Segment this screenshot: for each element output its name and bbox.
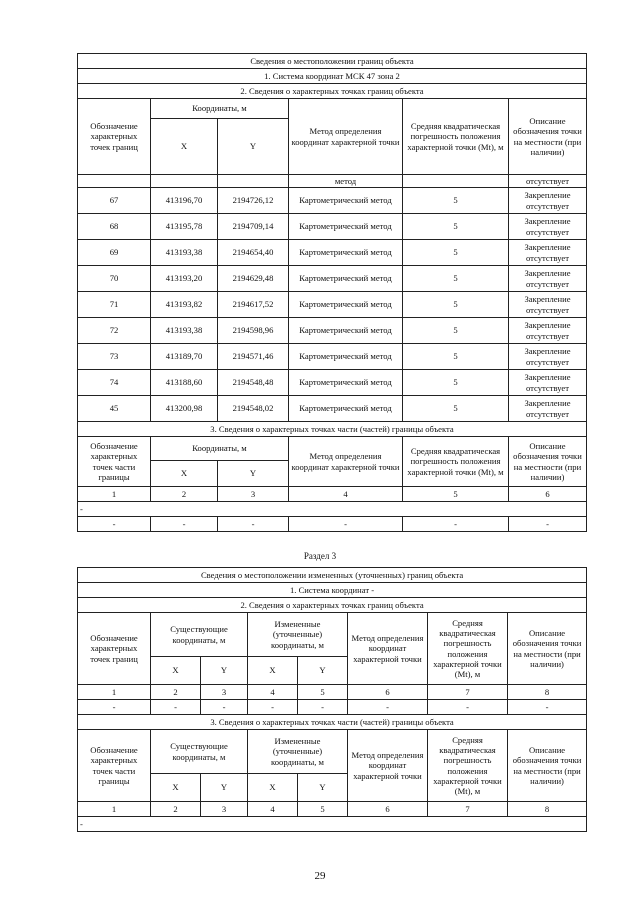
header-x: X bbox=[151, 774, 201, 802]
cell-method: Картометрический метод bbox=[289, 188, 403, 214]
header-y: Y bbox=[298, 657, 348, 685]
coordinate-system: 1. Система координат - bbox=[78, 583, 587, 598]
header-x: X bbox=[151, 119, 218, 175]
cell-description: Закрепление отсутствует bbox=[509, 396, 587, 422]
table-row bbox=[78, 292, 587, 318]
header-method: Метод определения координат характерной точки bbox=[289, 437, 403, 487]
header-coords: Координаты, м bbox=[151, 437, 289, 461]
column-number-row: 1 2 3 4 5 6 7 8 bbox=[78, 685, 587, 700]
table-row bbox=[78, 396, 587, 422]
boundary-location-table bbox=[77, 53, 587, 532]
section-heading: 2. Сведения о характерных точках границ объекта bbox=[78, 84, 587, 99]
cell-error: 5 bbox=[403, 240, 509, 266]
table-title: Сведения о местоположении границ объекта bbox=[78, 54, 587, 69]
cell-description: отсутствует bbox=[509, 175, 587, 188]
cell-description: Закрепление отсутствует bbox=[509, 344, 587, 370]
cell-point: 68 bbox=[78, 214, 151, 240]
cell-point: 74 bbox=[78, 370, 151, 396]
column-number-row: 1 2 3 4 5 6 bbox=[78, 487, 587, 502]
cell-description: Закрепление отсутствует bbox=[509, 292, 587, 318]
cell-error: 5 bbox=[403, 188, 509, 214]
cell-error: 5 bbox=[403, 344, 509, 370]
cell-error: 5 bbox=[403, 396, 509, 422]
cell-error: 5 bbox=[403, 292, 509, 318]
cell-y: 2194548,48 bbox=[218, 370, 289, 396]
section-heading: 3. Сведения о характерных точках части (частей) границы объекта bbox=[78, 715, 587, 730]
cell-error: 5 bbox=[403, 318, 509, 344]
cell-x: 413195,78 bbox=[151, 214, 218, 240]
cell-method: Картометрический метод bbox=[289, 370, 403, 396]
cell-x: 413189,70 bbox=[151, 344, 218, 370]
header-coords: Координаты, м bbox=[151, 99, 289, 119]
cell-x: 413196,70 bbox=[151, 188, 218, 214]
cell-error: 5 bbox=[403, 214, 509, 240]
header-existing: Существующие координаты, м bbox=[151, 730, 248, 774]
cell-y: 2194617,52 bbox=[218, 292, 289, 318]
header-error: Средняя квадратическая погрешность положения характерной точки (Mt), м bbox=[403, 99, 509, 175]
header-y: Y bbox=[298, 774, 348, 802]
cell-point: 45 bbox=[78, 396, 151, 422]
table-row bbox=[78, 370, 587, 396]
header-x: X bbox=[151, 461, 218, 487]
cell-description: Закрепление отсутствует bbox=[509, 188, 587, 214]
header-existing: Существующие координаты, м bbox=[151, 613, 248, 657]
header-designation: Обозначение характерных точек границ bbox=[78, 613, 151, 685]
cell-error: 5 bbox=[403, 370, 509, 396]
table-row bbox=[78, 318, 587, 344]
cell-x: 413200,98 bbox=[151, 396, 218, 422]
cell-x: 413193,38 bbox=[151, 318, 218, 344]
cell-method: Картометрический метод bbox=[289, 292, 403, 318]
header-x: X bbox=[151, 657, 201, 685]
header-designation: Обозначение характерных точек части границы bbox=[78, 730, 151, 802]
coordinate-system: 1. Система координат МСК 47 зона 2 bbox=[78, 69, 587, 84]
cell-x: 413188,60 bbox=[151, 370, 218, 396]
table-row bbox=[78, 175, 587, 188]
dash-row: - bbox=[78, 817, 587, 832]
header-y: Y bbox=[201, 657, 248, 685]
header-description: Описание обозначения точки на местности (при наличии) bbox=[508, 613, 587, 685]
header-description: Описание обозначения точки на местности (при наличии) bbox=[509, 437, 587, 487]
cell-x: 413193,20 bbox=[151, 266, 218, 292]
cell-point: 69 bbox=[78, 240, 151, 266]
header-error: Средняя квадратическая погрешность положения характерной точки (Mt), м bbox=[428, 613, 508, 685]
header-description: Описание обозначения точки на местности (при наличии) bbox=[508, 730, 587, 802]
header-x: X bbox=[248, 774, 298, 802]
table-row bbox=[78, 240, 587, 266]
header-method: Метод определения координат характерной точки bbox=[289, 99, 403, 175]
section-label: Раздел 3 bbox=[303, 551, 337, 561]
header-method: Метод определения координат характерной точки bbox=[348, 613, 428, 685]
cell-y: 2194726,12 bbox=[218, 188, 289, 214]
page-number: 29 bbox=[314, 870, 326, 882]
section-heading: 3. Сведения о характерных точках части (частей) границы объекта bbox=[78, 422, 587, 437]
header-y: Y bbox=[201, 774, 248, 802]
cell-method: Картометрический метод bbox=[289, 318, 403, 344]
cell-y: 2194629,48 bbox=[218, 266, 289, 292]
section-heading: 2. Сведения о характерных точках границ объекта bbox=[78, 598, 587, 613]
cell-y: 2194654,40 bbox=[218, 240, 289, 266]
cell-description: Закрепление отсутствует bbox=[509, 214, 587, 240]
cell-method: метод bbox=[289, 175, 403, 188]
cell-method: Картометрический метод bbox=[289, 344, 403, 370]
cell-x: 413193,82 bbox=[151, 292, 218, 318]
header-description: Описание обозначения точки на местности (при наличии) bbox=[509, 99, 587, 175]
cell-method: Картометрический метод bbox=[289, 240, 403, 266]
cell-method: Картометрический метод bbox=[289, 214, 403, 240]
cell-y: 2194598,96 bbox=[218, 318, 289, 344]
header-x: X bbox=[248, 657, 298, 685]
header-error: Средняя квадратическая погрешность положения характерной точки (Mt), м bbox=[403, 437, 509, 487]
cell-description: Закрепление отсутствует bbox=[509, 370, 587, 396]
dash-row: - bbox=[78, 502, 587, 517]
table-row bbox=[78, 266, 587, 292]
table-row: - - - - - - - - bbox=[78, 700, 587, 715]
header-error: Средняя квадратическая погрешность положения характерной точки (Mt), м bbox=[428, 730, 508, 802]
cell-description: Закрепление отсутствует bbox=[509, 266, 587, 292]
cell-point: 67 bbox=[78, 188, 151, 214]
changed-boundary-table bbox=[77, 567, 587, 832]
cell-y: 2194571,46 bbox=[218, 344, 289, 370]
table-row bbox=[78, 188, 587, 214]
header-designation: Обозначение характерных точек части границы bbox=[78, 437, 151, 487]
cell-description: Закрепление отсутствует bbox=[509, 240, 587, 266]
table-row bbox=[78, 344, 587, 370]
cell-point: 72 bbox=[78, 318, 151, 344]
header-changed: Измененные (уточненные) координаты, м bbox=[248, 730, 348, 774]
cell-error: 5 bbox=[403, 266, 509, 292]
header-y: Y bbox=[218, 461, 289, 487]
header-changed: Измененные (уточненные) координаты, м bbox=[248, 613, 348, 657]
table-row bbox=[78, 214, 587, 240]
cell-y: 2194709,14 bbox=[218, 214, 289, 240]
header-y: Y bbox=[218, 119, 289, 175]
cell-y: 2194548,02 bbox=[218, 396, 289, 422]
cell-point: 70 bbox=[78, 266, 151, 292]
header-method: Метод определения координат характерной точки bbox=[348, 730, 428, 802]
cell-description: Закрепление отсутствует bbox=[509, 318, 587, 344]
table-row: - - - - - - bbox=[78, 517, 587, 532]
cell-method: Картометрический метод bbox=[289, 266, 403, 292]
cell-point: 73 bbox=[78, 344, 151, 370]
column-number-row: 1 2 3 4 5 6 7 8 bbox=[78, 802, 587, 817]
table-title: Сведения о местоположении измененных (уточненных) границ объекта bbox=[78, 568, 587, 583]
cell-point: 71 bbox=[78, 292, 151, 318]
cell-method: Картометрический метод bbox=[289, 396, 403, 422]
header-designation: Обозначение характерных точек границ bbox=[78, 99, 151, 175]
cell-x: 413193,38 bbox=[151, 240, 218, 266]
